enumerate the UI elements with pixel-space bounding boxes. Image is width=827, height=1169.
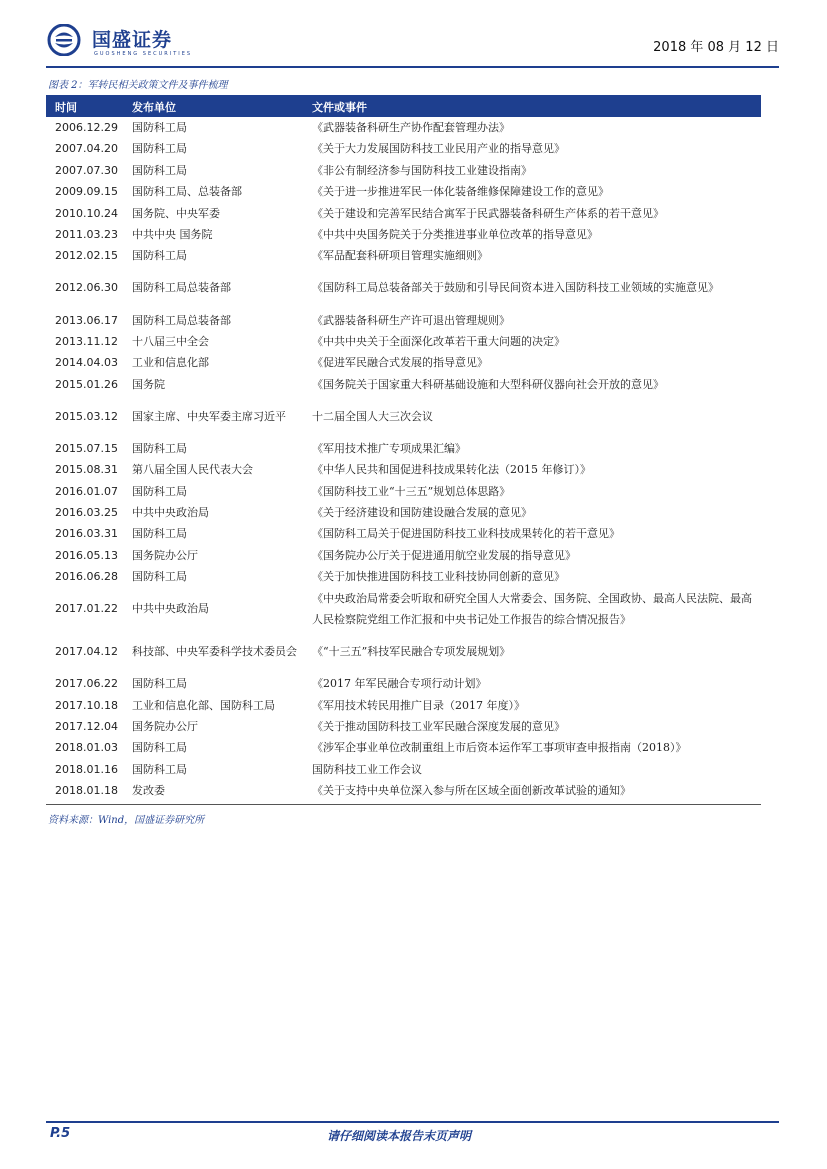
cell-org-text: 国务院办公厅 xyxy=(132,720,198,733)
cell-org xyxy=(132,566,302,587)
table-row xyxy=(46,481,761,502)
cell-time xyxy=(55,117,118,138)
cell-time-text: 2016.06.28 xyxy=(55,570,118,584)
table-row xyxy=(46,438,761,459)
column-header-time: 时间 xyxy=(55,101,77,114)
cell-doc-text: 《中华人民共和国促进科技成果转化法（2015 年修订）》 xyxy=(312,463,591,477)
cell-time-text: 2012.02.15 xyxy=(55,249,118,263)
cell-doc xyxy=(312,588,757,631)
cell-org-text: 中共中央政治局 xyxy=(132,602,209,616)
cell-time xyxy=(55,780,118,801)
cell-org-text: 国防科工局 xyxy=(132,121,187,134)
cell-org xyxy=(132,310,302,331)
cell-doc-text: 《国务院关于国家重大科研基础设施和大型科研仪器向社会开放的意见》 xyxy=(312,377,664,391)
cell-time-text: 2015.07.15 xyxy=(55,441,118,455)
table-header xyxy=(46,95,761,117)
table-row xyxy=(46,588,761,631)
table-row xyxy=(46,566,761,587)
cell-org-text: 国防科工局总装备部 xyxy=(132,313,231,327)
cell-doc xyxy=(312,374,757,395)
cell-org xyxy=(132,181,302,202)
cell-doc-text: 《关于经济建设和国防建设融合发展的意见》 xyxy=(312,506,532,520)
cell-org-text: 国防科工局 xyxy=(132,762,187,776)
table-body xyxy=(46,117,761,802)
table-row xyxy=(46,181,761,202)
cell-doc xyxy=(312,117,757,138)
cell-doc-text: 十二届全国人大三次会议 xyxy=(312,409,433,423)
cell-time-text: 2018.01.16 xyxy=(55,762,118,776)
cell-time-text: 2017.10.18 xyxy=(55,698,118,712)
cell-org-text: 国防科工局总装备部 xyxy=(132,281,231,295)
table-row xyxy=(46,352,761,373)
cell-time-text: 2016.05.13 xyxy=(55,548,118,562)
cell-org xyxy=(132,438,302,459)
cell-time xyxy=(55,395,118,438)
cell-time xyxy=(55,310,118,331)
cell-time-text: 2012.06.30 xyxy=(55,281,118,295)
cell-doc-text: 《国务院办公厅关于促进通用航空业发展的指导意见》 xyxy=(312,548,576,562)
cell-doc xyxy=(312,181,757,202)
cell-doc xyxy=(312,438,757,459)
cell-time xyxy=(55,245,118,266)
cell-org xyxy=(132,737,302,758)
cell-org xyxy=(132,331,302,352)
cell-org xyxy=(132,267,302,310)
cell-time-text: 2017.01.22 xyxy=(55,602,118,616)
cell-org-text: 国防科工局 xyxy=(132,441,187,455)
logo-mark-icon xyxy=(46,24,86,56)
cell-doc-text: 《国防科工局总装备部关于鼓励和引导民间资本进入国防科技工业领域的实施意见》 xyxy=(312,281,719,295)
cell-doc-text: 《涉军企事业单位改制重组上市后资本运作军工事项审查申报指南（2018）》 xyxy=(312,741,687,755)
cell-doc xyxy=(312,695,757,716)
cell-org xyxy=(132,245,302,266)
table-row xyxy=(46,759,761,780)
cell-doc-text: 《军用技术推广专项成果汇编》 xyxy=(312,441,466,455)
cell-org xyxy=(132,224,302,245)
table-row xyxy=(46,459,761,480)
table-row xyxy=(46,224,761,245)
cell-doc-text: 国防科技工业工作会议 xyxy=(312,762,422,776)
cell-doc-text: 《武器装备科研生产许可退出管理规则》 xyxy=(312,313,510,327)
cell-org xyxy=(132,138,302,159)
cell-time xyxy=(55,203,118,224)
cell-time-text: 2014.04.03 xyxy=(55,356,118,370)
cell-doc xyxy=(312,160,757,181)
cell-org xyxy=(132,588,302,631)
cell-time-text: 2016.03.31 xyxy=(55,527,118,541)
cell-time xyxy=(55,331,118,352)
source-note: 资料来源：Wind，国盛证券研究所 xyxy=(48,815,205,826)
cell-time-text: 2017.04.12 xyxy=(55,645,118,659)
cell-org-text: 国防科工局 xyxy=(132,741,187,755)
cell-doc xyxy=(312,502,757,523)
cell-doc-text: 《关于推动国防科技工业军民融合深度发展的意见》 xyxy=(312,720,565,733)
table-row xyxy=(46,138,761,159)
cell-doc xyxy=(312,780,757,801)
cell-time-text: 2015.03.12 xyxy=(55,409,118,423)
cell-doc xyxy=(312,310,757,331)
table-row xyxy=(46,545,761,566)
cell-time xyxy=(55,588,118,631)
cell-org-text: 中共中央政治局 xyxy=(132,506,209,520)
cell-time xyxy=(55,138,118,159)
cell-doc-text: 《武器装备科研生产协作配套管理办法》 xyxy=(312,121,510,134)
cell-org-text: 国防科工局 xyxy=(132,484,187,498)
cell-time xyxy=(55,695,118,716)
cell-time-text: 2015.01.26 xyxy=(55,377,118,391)
table-row xyxy=(46,780,761,801)
cell-doc xyxy=(312,630,757,673)
cell-org xyxy=(132,673,302,694)
cell-org-text: 国防科工局 xyxy=(132,163,187,177)
cell-doc xyxy=(312,331,757,352)
cell-org xyxy=(132,759,302,780)
cell-time xyxy=(55,267,118,310)
cell-org xyxy=(132,523,302,544)
cell-doc-text: 《非公有制经济参与国防科技工业建设指南》 xyxy=(312,163,532,177)
cell-time-text: 2015.08.31 xyxy=(55,463,118,477)
cell-doc xyxy=(312,245,757,266)
cell-time xyxy=(55,459,118,480)
report-date: 2018 年 08 月 12 日 xyxy=(653,40,779,55)
cell-time xyxy=(55,374,118,395)
table-row xyxy=(46,267,761,310)
cell-time-text: 2013.06.17 xyxy=(55,313,118,327)
table-row xyxy=(46,374,761,395)
cell-org-text: 工业和信息化部 xyxy=(132,356,209,370)
cell-doc-text: 《国防科技工业“十三五”规划总体思路》 xyxy=(312,484,511,498)
cell-doc-text: 《中共中央国务院关于分类推进事业单位改革的指导意见》 xyxy=(312,227,598,241)
table-row xyxy=(46,203,761,224)
cell-org-text: 十八届三中全会 xyxy=(132,334,209,348)
cell-time-text: 2018.01.18 xyxy=(55,784,118,798)
cell-org-text: 国务院 xyxy=(132,377,165,391)
cell-doc xyxy=(312,716,757,737)
page-number: P.5 xyxy=(50,1126,71,1141)
page-header xyxy=(46,24,779,64)
cell-time-text: 2009.09.15 xyxy=(55,185,118,199)
cell-time xyxy=(55,716,118,737)
cell-org-text: 工业和信息化部、国防科工局 xyxy=(132,698,275,712)
table-bottom-rule xyxy=(46,804,761,805)
cell-doc-text: 《“十三五”科技军民融合专项发展规划》 xyxy=(312,645,511,659)
cell-doc-text: 《关于支持中央单位深入参与所在区域全面创新改革试验的通知》 xyxy=(312,784,631,798)
cell-org xyxy=(132,502,302,523)
cell-org xyxy=(132,352,302,373)
cell-doc-text: 《关于加快推进国防科技工业科技协同创新的意见》 xyxy=(312,570,565,584)
table-row xyxy=(46,331,761,352)
cell-time-text: 2018.01.03 xyxy=(55,741,118,755)
cell-doc xyxy=(312,459,757,480)
cell-doc xyxy=(312,224,757,245)
cell-doc-text: 《关于进一步推进军民一体化装备维修保障建设工作的意见》 xyxy=(312,185,609,199)
cell-doc-text: 《中共中央关于全面深化改革若干重大问题的决定》 xyxy=(312,334,565,348)
cell-time xyxy=(55,737,118,758)
cell-doc xyxy=(312,138,757,159)
cell-time-text: 2007.07.30 xyxy=(55,163,118,177)
cell-doc xyxy=(312,395,757,438)
column-header-doc: 文件或事件 xyxy=(312,101,367,114)
cell-org-text: 国务院办公厅 xyxy=(132,548,198,562)
cell-org xyxy=(132,459,302,480)
cell-time-text: 2016.01.07 xyxy=(55,484,118,498)
cell-doc-text: 《中央政治局常委会听取和研究全国人大常委会、国务院、全国政协、最高人民法院、最高人民检察院党组工作汇报和中央书记处工作报告的综合情况报告》 xyxy=(312,591,752,627)
cell-org xyxy=(132,395,302,438)
table-row xyxy=(46,395,761,438)
cell-time-text: 2007.04.20 xyxy=(55,142,118,156)
table-row xyxy=(46,523,761,544)
cell-time xyxy=(55,502,118,523)
cell-doc xyxy=(312,566,757,587)
cell-time xyxy=(55,224,118,245)
table-row xyxy=(46,310,761,331)
cell-time-text: 2013.11.12 xyxy=(55,334,118,348)
table-row xyxy=(46,695,761,716)
cell-time-text: 2017.06.22 xyxy=(55,677,118,691)
cell-org xyxy=(132,117,302,138)
figure-title: 图表 2：军转民相关政策文件及事件梳理 xyxy=(48,80,228,91)
cell-doc xyxy=(312,523,757,544)
cell-time xyxy=(55,759,118,780)
logo-text: 国盛证券 xyxy=(92,29,173,51)
cell-time-text: 2016.03.25 xyxy=(55,506,118,520)
cell-time xyxy=(55,630,118,673)
cell-org-text: 发改委 xyxy=(132,784,165,798)
cell-time-text: 2017.12.04 xyxy=(55,720,118,733)
cell-doc xyxy=(312,352,757,373)
table-row xyxy=(46,673,761,694)
cell-doc xyxy=(312,673,757,694)
cell-org-text: 国防科工局 xyxy=(132,142,187,156)
logo-subtitle: GUOSHENG SECURITIES xyxy=(94,51,193,57)
column-header-org: 发布单位 xyxy=(132,101,176,114)
cell-org xyxy=(132,630,302,673)
cell-time xyxy=(55,160,118,181)
cell-doc-text: 《国防科工局关于促进国防科技工业科技成果转化的若干意见》 xyxy=(312,527,620,541)
cell-time-text: 2011.03.23 xyxy=(55,227,118,241)
cell-doc xyxy=(312,737,757,758)
cell-time xyxy=(55,352,118,373)
cell-org-text: 国防科工局 xyxy=(132,677,187,691)
table-row xyxy=(46,737,761,758)
cell-time xyxy=(55,673,118,694)
cell-time xyxy=(55,438,118,459)
cell-time xyxy=(55,181,118,202)
cell-org xyxy=(132,695,302,716)
cell-time-text: 2006.12.29 xyxy=(55,121,118,134)
cell-doc-text: 《关于建设和完善军民结合寓军于民武器装备科研生产体系的若干意见》 xyxy=(312,206,664,220)
table-row xyxy=(46,630,761,673)
cell-time-text: 2010.10.24 xyxy=(55,206,118,220)
cell-doc-text: 《2017 年军民融合专项行动计划》 xyxy=(312,677,487,691)
cell-org-text: 国防科工局 xyxy=(132,570,187,584)
cell-org-text: 国防科工局 xyxy=(132,527,187,541)
cell-org xyxy=(132,160,302,181)
disclaimer-note: 请仔细阅读本报告末页声明 xyxy=(327,1129,472,1143)
policy-table xyxy=(46,95,761,802)
cell-org-text: 第八届全国人民代表大会 xyxy=(132,463,253,477)
cell-doc xyxy=(312,545,757,566)
cell-doc-text: 《军用技术转民用推广目录（2017 年度）》 xyxy=(312,698,525,712)
cell-org-text: 国务院、中央军委 xyxy=(132,206,220,220)
cell-org xyxy=(132,780,302,801)
cell-doc-text: 《军品配套科研项目管理实施细则》 xyxy=(312,249,488,263)
table-row xyxy=(46,245,761,266)
table-row xyxy=(46,502,761,523)
table-row xyxy=(46,117,761,138)
cell-org xyxy=(132,374,302,395)
cell-org-text: 国家主席、中央军委主席习近平 xyxy=(132,409,286,423)
cell-org xyxy=(132,481,302,502)
table-row xyxy=(46,160,761,181)
cell-doc xyxy=(312,267,757,310)
cell-doc xyxy=(312,203,757,224)
cell-org-text: 中共中央 国务院 xyxy=(132,227,213,241)
header-divider xyxy=(46,66,779,68)
cell-time xyxy=(55,545,118,566)
table-row xyxy=(46,716,761,737)
cell-org xyxy=(132,716,302,737)
cell-doc xyxy=(312,481,757,502)
cell-time xyxy=(55,566,118,587)
cell-time xyxy=(55,481,118,502)
cell-org-text: 国防科工局、总装备部 xyxy=(132,185,242,199)
cell-org-text: 国防科工局 xyxy=(132,249,187,263)
cell-doc xyxy=(312,759,757,780)
footer-divider xyxy=(46,1121,779,1123)
cell-org xyxy=(132,545,302,566)
cell-org xyxy=(132,203,302,224)
cell-doc-text: 《促进军民融合式发展的指导意见》 xyxy=(312,356,488,370)
cell-time xyxy=(55,523,118,544)
cell-org-text: 科技部、中央军委科学技术委员会 xyxy=(132,645,297,659)
cell-doc-text: 《关于大力发展国防科技工业民用产业的指导意见》 xyxy=(312,142,565,156)
